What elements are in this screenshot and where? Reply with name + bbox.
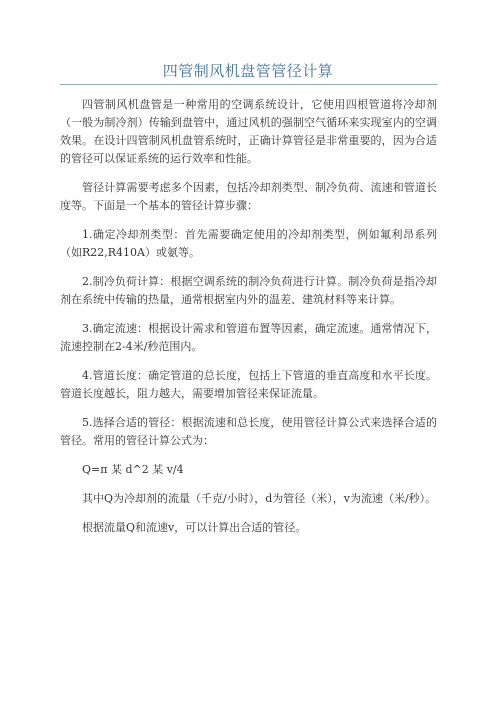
paragraph-step-5: 5.选择合适的管径：根据流速和总长度，使用管径计算公式来选择合适的管径。常用的管径计算公式为： — [60, 416, 437, 447]
formula-line: Q=π 某 d^2 某 v/4 — [82, 463, 184, 476]
document-title: 四管制风机盘管管径计算 — [162, 62, 334, 80]
paragraph-formula-explanation: 其中Q为冷却剂的流量（千克/小时），d为管径（米），v为流速（米/秒）。 — [82, 492, 437, 505]
title-divider — [60, 84, 437, 85]
paragraph-step-4: 4.管道长度：确定管道的总长度，包括上下管道的垂直高度和水平长度。管道长度越长，阻力越大，需要增加管径来保证流量。 — [60, 369, 437, 400]
paragraph-overview: 管径计算需要考虑多个因素，包括冷却剂类型、制冷负荷、流速和管道长度等。下面是一个基本的管径计算步骤： — [60, 181, 437, 212]
paragraph-step-1: 1.确定冷却剂类型：首先需要确定使用的冷却剂类型，例如氟利昂系列（如R22,R410A）或氨等。 — [60, 228, 437, 259]
paragraph-step-3: 3.确定流速：根据设计需求和管道布置等因素，确定流速。通常情况下，流速控制在2-4米/秒范围内。 — [60, 322, 437, 353]
paragraph-conclusion: 根据流量Q和流速v，可以计算出合适的管径。 — [82, 521, 307, 534]
document-body — [60, 96, 437, 548]
paragraph-intro: 四管制风机盘管是一种常用的空调系统设计，它使用四根管道将冷却剂（一般为制冷剂）传输到盘管中，通过风机的强制空气循环来实现室内的空调效果。在设计四管制风机盘管系统时，正确计算管径是非常重要的，因为合适的管径可以保证系统的运行效率和性能。 — [60, 98, 437, 165]
paragraph-step-2: 2.制冷负荷计算：根据空调系统的制冷负荷进行计算。制冷负荷是指冷却剂在系统中传输的热量，通常根据室内外的温差、建筑材料等来计算。 — [60, 275, 437, 306]
